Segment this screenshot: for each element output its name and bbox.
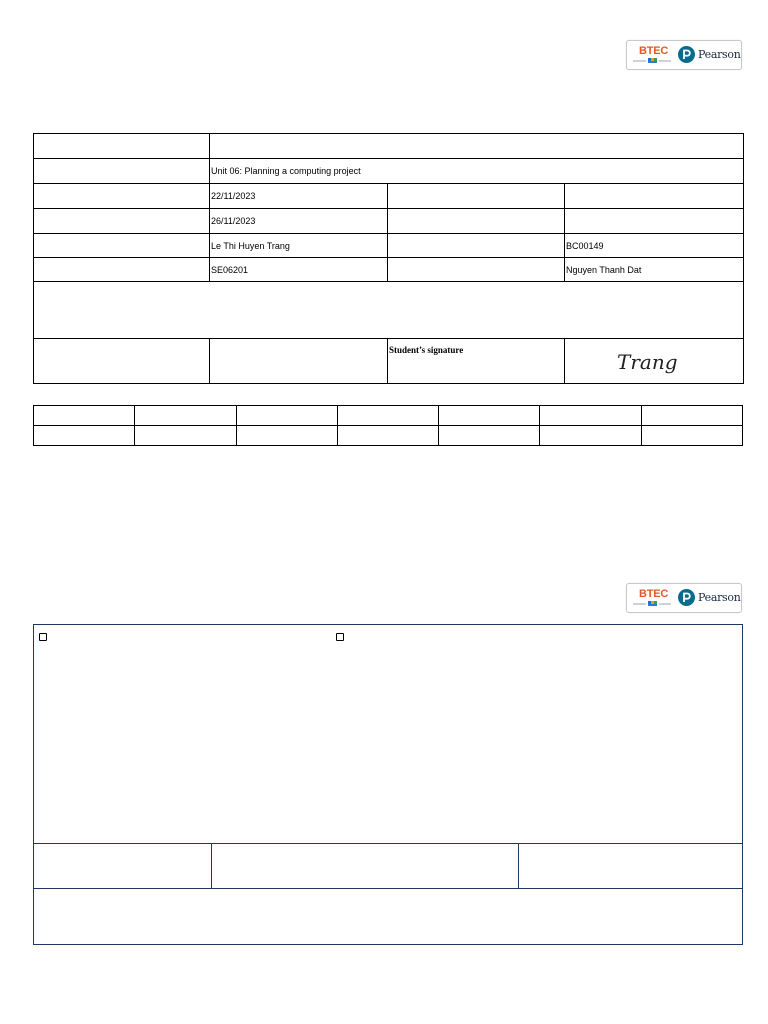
table-cell [34, 209, 210, 234]
pearson-logo [678, 45, 741, 65]
table-row [34, 209, 744, 234]
btec-logo [631, 588, 673, 608]
table-cell [439, 406, 540, 426]
class-code: SE06201 [210, 258, 388, 282]
declaration-cell [34, 282, 744, 339]
table-cell [236, 406, 337, 426]
table-cell [34, 159, 210, 184]
table-cell [135, 426, 236, 446]
table-cell [565, 209, 744, 234]
btec-sub-mark-icon [632, 58, 672, 64]
table-cell [34, 234, 210, 258]
student-id: BC00149 [565, 234, 744, 258]
table-cell [135, 406, 236, 426]
btec-pearson-logo [626, 40, 742, 70]
table-cell [34, 426, 135, 446]
feedback-box [33, 624, 743, 945]
table-cell [388, 209, 565, 234]
divider [518, 844, 519, 888]
resubmission-date: 26/11/2023 [210, 209, 388, 234]
checkbox-1[interactable] [39, 633, 47, 641]
pearson-logo-text: Pearson [698, 48, 741, 61]
table-row [34, 258, 744, 282]
assessor-name: Nguyen Thanh Dat [565, 258, 744, 282]
btec-sub-mark-icon [632, 601, 672, 607]
table-cell [337, 406, 438, 426]
table-cell [540, 406, 641, 426]
pearson-p-icon [678, 46, 695, 63]
feedback-section [34, 625, 742, 844]
pearson-logo [678, 588, 741, 608]
table-cell [388, 258, 565, 282]
table-cell [388, 184, 565, 209]
table-cell [337, 426, 438, 446]
student-name: Le Thi Huyen Trang [210, 234, 388, 258]
table-cell [210, 339, 388, 384]
btec-logo-text: BTEC [639, 45, 669, 57]
unit-title: Unit 06: Planning a computing project [210, 159, 744, 184]
btec-pearson-logo-2 [626, 583, 742, 613]
signature-label: Student’s signature [388, 339, 565, 384]
pearson-logo-text: Pearson [698, 591, 741, 604]
table-cell [34, 339, 210, 384]
table-row [34, 406, 743, 426]
table-row [34, 159, 744, 184]
table-cell [641, 426, 742, 446]
table-cell [641, 406, 742, 426]
table-cell [34, 184, 210, 209]
table-cell [34, 134, 210, 159]
student-signature [595, 343, 715, 379]
checkbox-2[interactable] [336, 633, 344, 641]
table-cell [210, 134, 744, 159]
table-row [34, 184, 744, 209]
table-cell [236, 426, 337, 446]
btec-logo [631, 45, 673, 65]
table-row [34, 234, 744, 258]
svg-text:Trang: Trang [617, 350, 678, 374]
grading-table [33, 405, 743, 446]
table-cell [565, 184, 744, 209]
table-row [34, 426, 743, 446]
pearson-p-icon [678, 589, 695, 606]
table-cell [34, 258, 210, 282]
table-cell [540, 426, 641, 446]
signature-row [34, 844, 742, 889]
table-row [34, 339, 744, 384]
table-row [34, 282, 744, 339]
signature-cell [565, 339, 744, 384]
table-cell [388, 234, 565, 258]
table-cell [439, 426, 540, 446]
assignment-info-table [33, 133, 744, 384]
divider [211, 844, 212, 888]
btec-logo-text: BTEC [639, 588, 669, 600]
table-cell [34, 406, 135, 426]
table-row [34, 134, 744, 159]
submission-date: 22/11/2023 [210, 184, 388, 209]
